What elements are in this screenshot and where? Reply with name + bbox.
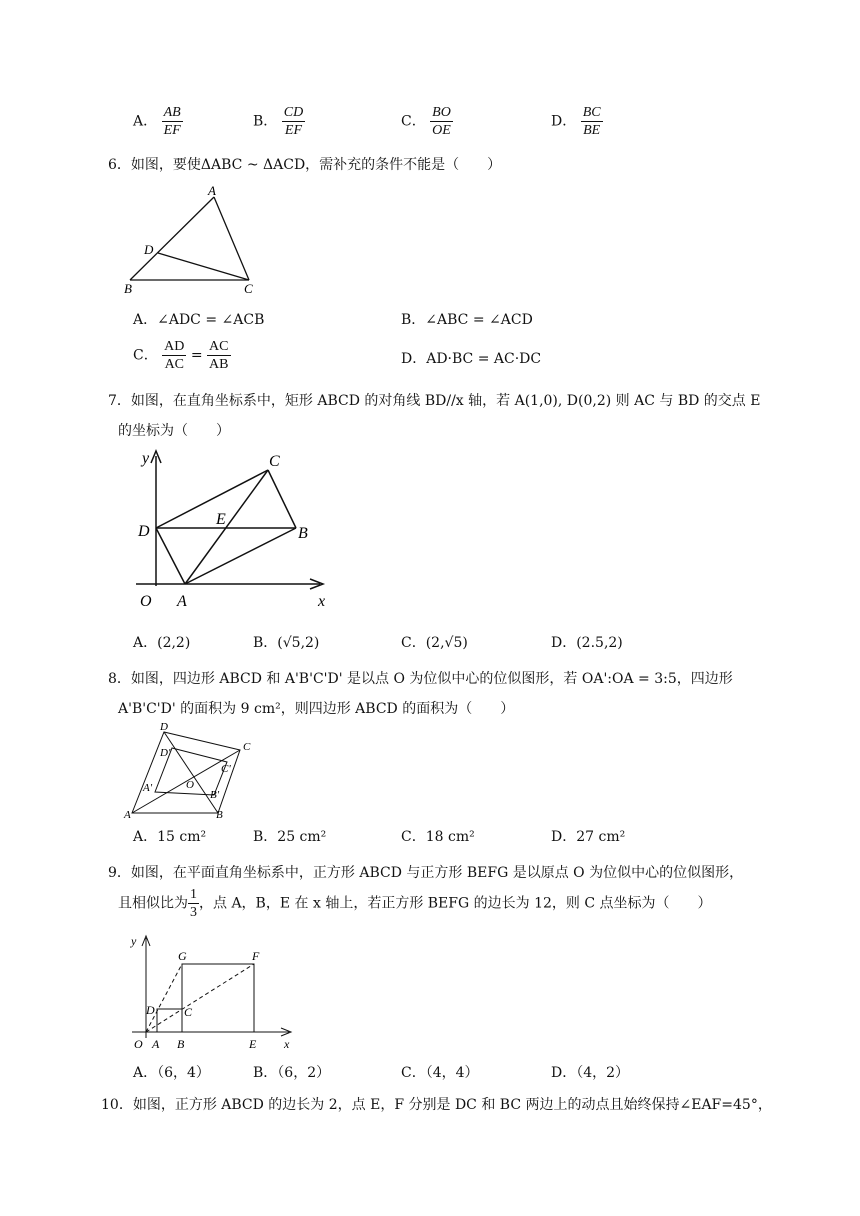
denominator: BE: [583, 123, 601, 138]
label-d: D: [146, 1003, 155, 1017]
stem-text: 且相似比为: [118, 895, 188, 912]
q6-stem: 6．如图，要使ΔABC ~ ΔACD，需补充的条件不能是（ ）: [108, 157, 502, 173]
q9-stem-line2: [118, 886, 712, 921]
q5-option-a: [133, 104, 183, 139]
label-a-prime: A': [143, 782, 153, 794]
q9-option-b: B．（6，2）: [253, 1065, 331, 1081]
q8-homothety-figure: [120, 720, 260, 820]
label-d-prime: D': [160, 747, 171, 759]
numerator: AB: [163, 105, 181, 120]
option-letter: C．: [401, 113, 426, 130]
label-f: F: [252, 949, 260, 963]
side-ab: [185, 528, 296, 584]
q6-option-a: A．∠ADC = ∠ACB: [133, 312, 265, 328]
q7-option-c: C．(2,√5): [401, 635, 468, 651]
q6-option-c: [133, 338, 231, 373]
equals-sign: =: [190, 347, 203, 364]
label-y: y: [131, 934, 137, 948]
label-e: E: [216, 511, 226, 528]
q7-rectangle-figure: [128, 446, 338, 616]
numerator: 1: [190, 887, 197, 902]
q5-option-d: [551, 104, 603, 139]
q7-option-d: D．(2.5,2): [551, 635, 623, 651]
segment-dc: [158, 253, 249, 280]
numerator: CD: [283, 105, 304, 120]
label-d: D: [144, 242, 154, 257]
label-a: A: [124, 809, 131, 820]
ratio-fraction: [188, 886, 199, 921]
q5-option-c: [401, 104, 453, 139]
fraction: [581, 104, 603, 139]
q8-option-b: B．25 cm²: [253, 829, 327, 845]
fraction: [282, 104, 305, 139]
fraction: [162, 104, 183, 139]
denominator: AC: [164, 357, 185, 372]
denominator: EF: [284, 123, 303, 138]
dashed-og: [146, 964, 182, 1032]
label-o: O: [134, 1037, 143, 1051]
q7-stem-line1: 7．如图，在直角坐标系中，矩形 ABCD 的对角线 BD//x 轴，若 A(1,0), D(0,2) 则 AC 与 BD 的交点 E: [108, 393, 761, 409]
fraction-ac-ab: [207, 338, 230, 373]
q6-option-b: B．∠ABC = ∠ACD: [401, 312, 533, 328]
q9-stem-line1: 9．如图，在平面直角坐标系中，正方形 ABCD 与正方形 BEFG 是以原点 O 为位似中心的位似图形，: [108, 865, 744, 881]
q7-stem-line2: 的坐标为（ ）: [118, 423, 230, 439]
square-befg: [182, 964, 254, 1032]
denominator: OE: [432, 123, 451, 138]
option-letter: C．: [133, 347, 158, 364]
option-letter: D．: [551, 113, 577, 130]
label-b: B: [124, 281, 132, 296]
label-b: B: [177, 1037, 185, 1051]
fraction: [430, 104, 453, 139]
side-ac: [214, 197, 249, 280]
side-da: [156, 528, 185, 584]
label-e: E: [249, 1037, 257, 1051]
dashed-of: [146, 964, 254, 1032]
label-c: C: [243, 741, 251, 753]
label-b: B: [298, 525, 308, 542]
fraction-ad-ac: [162, 338, 186, 373]
q9-squares-figure: [124, 928, 304, 1053]
option-letter: A．: [133, 113, 158, 130]
side-ba: [130, 197, 214, 280]
q8-option-a: A．15 cm²: [133, 829, 207, 845]
diagonal-ac: [185, 470, 268, 584]
q8-stem-line1: 8．如图，四边形 ABCD 和 A'B'C'D' 是以点 O 为位似中心的位似图形，若 OA':OA = 3:5，四边形: [108, 671, 733, 687]
label-x: x: [284, 1037, 290, 1051]
q9-option-d: D．（4，2）: [551, 1065, 630, 1081]
label-c: C: [184, 1005, 193, 1019]
label-d: D: [160, 721, 168, 733]
square-abcd: [157, 1009, 182, 1032]
label-b-prime: B': [210, 789, 220, 801]
label-a: A: [152, 1037, 160, 1051]
q6-option-d: D．AD·BC = AC·DC: [401, 351, 542, 367]
label-o: O: [140, 593, 152, 610]
numerator: AD: [164, 339, 185, 354]
stem-text: ，点 A，B，E 在 x 轴上，若正方形 BEFG 的边长为 12，则 C 点坐标为（ ）: [199, 895, 712, 912]
denominator: 3: [190, 905, 197, 920]
label-g: G: [178, 949, 187, 963]
side-bc: [268, 470, 296, 528]
side-cd: [156, 470, 268, 528]
denominator: AB: [209, 357, 229, 372]
denominator: EF: [163, 123, 181, 138]
label-a: A: [177, 593, 187, 610]
numerator: BC: [582, 105, 601, 120]
q8-option-d: D．27 cm²: [551, 829, 626, 845]
q9-option-c: C．（4，4）: [401, 1065, 479, 1081]
q8-stem-line2: A'B'C'D' 的面积为 9 cm²，则四边形 ABCD 的面积为（ ）: [118, 701, 515, 717]
label-o: O: [186, 779, 194, 791]
label-c-prime: C': [221, 763, 231, 775]
q7-option-b: B．(√5,2): [253, 635, 320, 651]
label-b: B: [216, 809, 223, 820]
label-d: D: [138, 523, 150, 540]
q8-option-c: C．18 cm²: [401, 829, 475, 845]
numerator: BO: [432, 105, 451, 120]
q7-option-a: A．(2,2): [133, 635, 191, 651]
label-a: A: [208, 183, 216, 198]
numerator: AC: [209, 339, 229, 354]
label-x: x: [318, 593, 326, 610]
label-y: y: [142, 450, 150, 467]
q10-stem: 10．如图，正方形 ABCD 的边长为 2，点 E，F 分别是 DC 和 BC 两边上的动点且始终保持∠EAF=45°，: [101, 1097, 772, 1113]
label-c: C: [244, 281, 253, 296]
option-letter: B．: [253, 113, 278, 130]
label-c: C: [269, 453, 280, 470]
q5-option-b: [253, 104, 305, 139]
q6-triangle-figure: [118, 183, 268, 298]
q9-option-a: A．（6，4）: [133, 1065, 210, 1081]
